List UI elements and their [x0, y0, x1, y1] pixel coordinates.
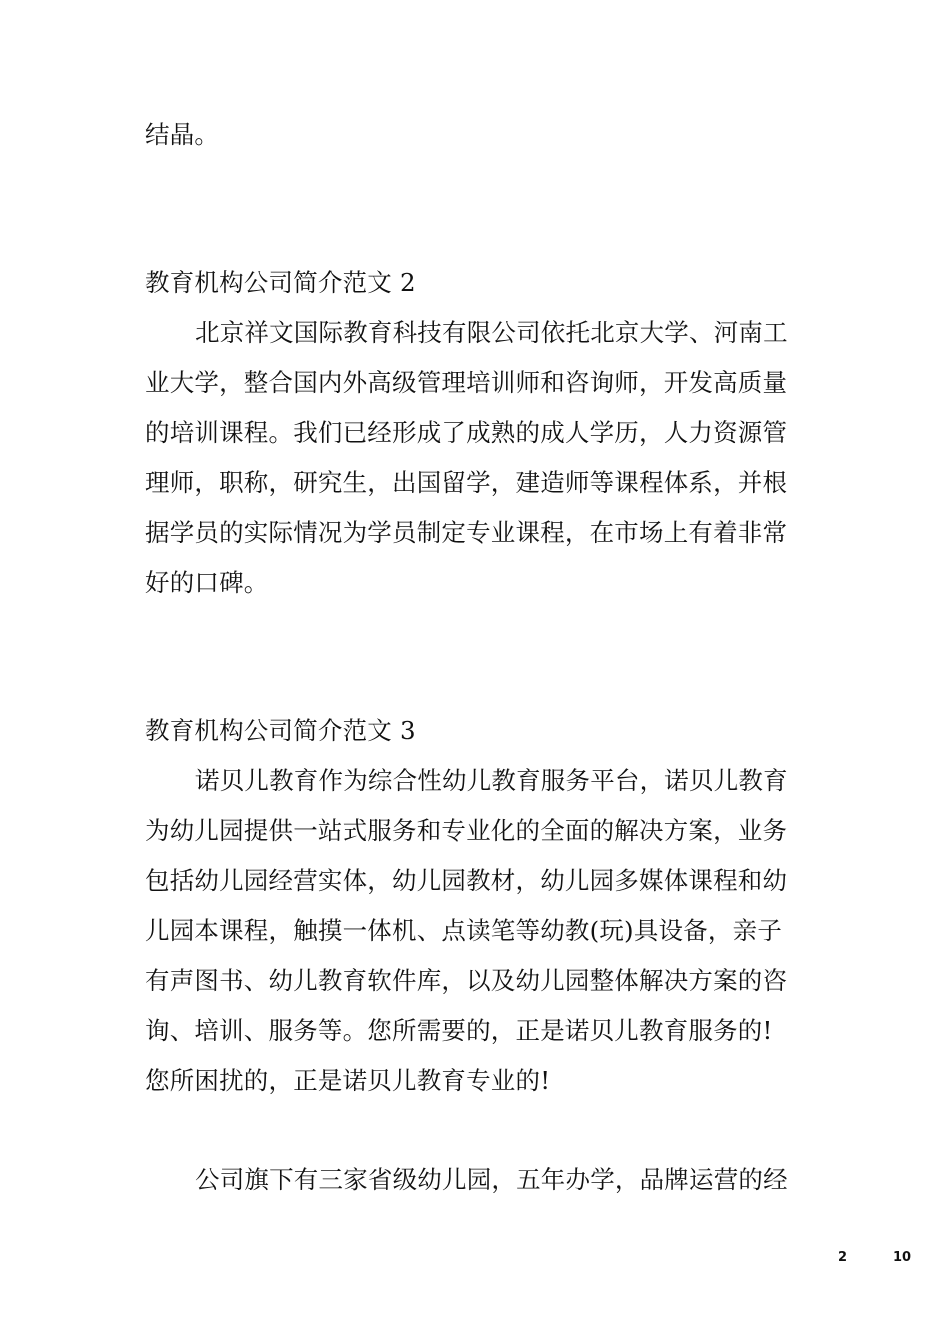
section-heading-2: 教育机构公司简介范文 2: [145, 268, 416, 297]
text-line: 理师，职称，研究生，出国留学，建造师等课程体系，并根: [145, 468, 788, 497]
text-line: 业大学，整合国内外高级管理培训师和咨询师，开发高质量: [145, 368, 788, 397]
section-heading-3: 教育机构公司简介范文 3: [145, 716, 416, 745]
text-line: 的培训课程。我们已经形成了成熟的成人学历，人力资源管: [145, 418, 788, 447]
text-line: 询、培训、服务等。您所需要的，正是诺贝儿教育服务的!: [145, 1016, 773, 1045]
text-line: 据学员的实际情况为学员制定专业课程，在市场上有着非常: [145, 518, 788, 547]
text-line: 为幼儿园提供一站式服务和专业化的全面的解决方案，业务: [145, 816, 788, 845]
text-line: 好的口碑。: [145, 568, 269, 597]
text-line: 儿园本课程，触摸一体机、点读笔等幼教(玩)具设备，亲子: [145, 916, 783, 945]
text-line: 有声图书、幼儿教育软件库，以及幼儿园整体解决方案的咨: [145, 966, 788, 995]
text-line: 北京祥文国际教育科技有限公司依托北京大学、河南工: [195, 318, 788, 347]
text-line: 诺贝儿教育作为综合性幼儿教育服务平台，诺贝儿教育: [195, 766, 788, 795]
text-line: 包括幼儿园经营实体，幼儿园教材，幼儿园多媒体课程和幼: [145, 866, 788, 895]
text-line: 结晶。: [145, 120, 220, 149]
total-pages: 10: [893, 1250, 912, 1265]
text-line: 公司旗下有三家省级幼儿园，五年办学，品牌运营的经: [195, 1165, 788, 1194]
text-line: 您所困扰的，正是诺贝儿教育专业的!: [145, 1066, 551, 1095]
page-number: 2: [838, 1250, 848, 1265]
